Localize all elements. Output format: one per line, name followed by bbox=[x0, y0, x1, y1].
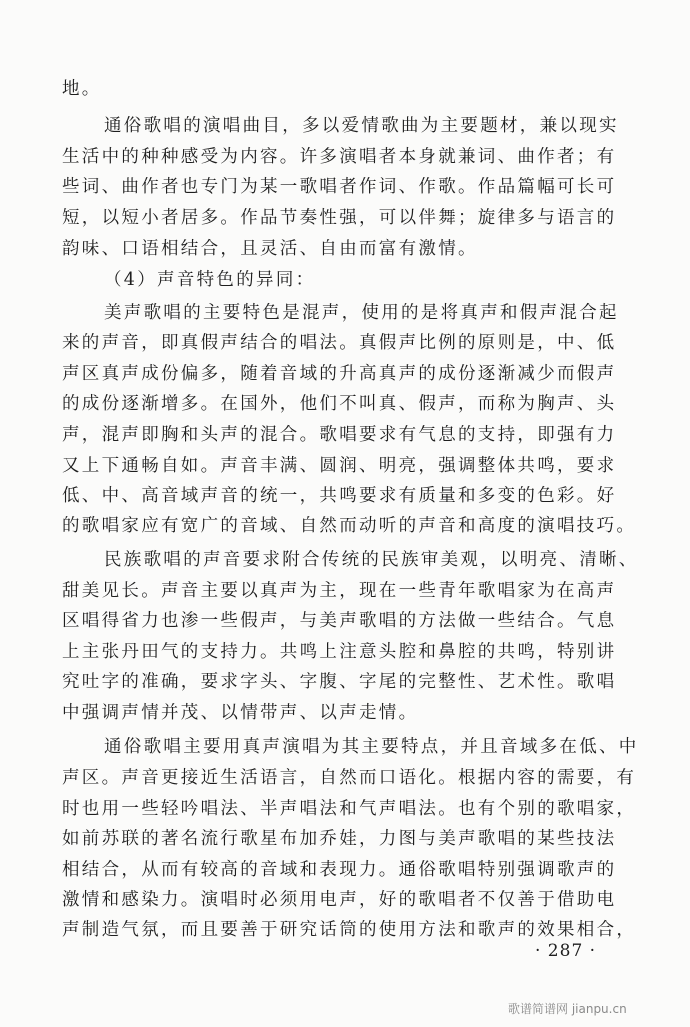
text-line bbox=[0, 171, 690, 203]
line-text: 又上下通畅自如。声音丰满、圆润、明亮，强调整体共鸣，要求 bbox=[62, 456, 617, 476]
text-line bbox=[0, 110, 690, 142]
watermark-text: 歌谱简谱网 jianpu.cn bbox=[508, 1002, 627, 1016]
line-text: 的歌唱家应有宽广的音域、自然而动听的声音和高度的演唱技巧。 bbox=[62, 516, 637, 536]
text-line bbox=[0, 73, 690, 105]
line-text: 声区真声成份偏多，随着音域的升高真声的成份逐渐减少而假声 bbox=[62, 364, 617, 384]
line-text: 中强调声情并茂、以情带声、以声走情。 bbox=[62, 703, 419, 723]
line-text: 些词、曲作者也专门为某一歌唱者作词、作歌。作品篇幅可长可 bbox=[62, 177, 617, 197]
text-line bbox=[0, 233, 690, 265]
line-text: 生活中的种种感受为内容。许多演唱者本身就兼词、曲作者；有 bbox=[62, 147, 617, 167]
text-line bbox=[0, 666, 690, 698]
line-text: 声，混声即胸和头声的混合。歌唱要求有气息的支持，即强有力 bbox=[62, 425, 617, 445]
text-line bbox=[0, 480, 690, 512]
line-text: 上主张丹田气的支持力。共鸣上注意头腔和鼻腔的共鸣，特别讲 bbox=[62, 642, 617, 662]
line-text: 声制造气氛，而且要善于研究话筒的使用方法和歌声的效果相合， bbox=[62, 920, 637, 940]
line-text: 时也用一些轻吟唱法、半声唱法和气声唱法。也有个别的歌唱家， bbox=[62, 799, 637, 819]
line-text: 声区。声音更接近生活语言，自然而口语化。根据内容的需要，有 bbox=[62, 768, 637, 788]
text-line bbox=[0, 575, 690, 607]
line-text: 韵味、口语相结合，且灵活、自由而富有激情。 bbox=[62, 239, 478, 259]
line-text: 来的声音，即真假声结合的唱法。真假声比例的原则是，中、低 bbox=[62, 333, 617, 353]
text-line bbox=[0, 327, 690, 359]
text-line bbox=[0, 823, 690, 855]
line-text: 区唱得省力也渗一些假声，与美声歌唱的方法做一些结合。气息 bbox=[62, 611, 617, 631]
line-text: 甜美见长。声音主要以真声为主，现在一些青年歌唱家为在高声 bbox=[62, 581, 617, 601]
line-text: 通俗歌唱主要用真声演唱为其主要特点，并且音域多在低、中 bbox=[104, 737, 639, 757]
line-text: 通俗歌唱的演唱曲目，多以爱情歌曲为主要题材，兼以现实 bbox=[104, 116, 619, 136]
line-text: 激情和感染力。演唱时必须用电声，好的歌唱者不仅善于借助电 bbox=[62, 890, 617, 910]
line-text: 如前苏联的著名流行歌星布加乔娃，力图与美声歌唱的某些技法 bbox=[62, 829, 617, 849]
text-line bbox=[0, 510, 690, 542]
text-line bbox=[0, 264, 690, 296]
text-line bbox=[0, 636, 690, 668]
line-text: 低、中、高音域声音的统一，共鸣要求有质量和多变的色彩。好 bbox=[62, 486, 617, 506]
text-line bbox=[0, 884, 690, 916]
text-line bbox=[0, 358, 690, 390]
section-heading: （4）声音特色的异同： bbox=[104, 270, 316, 290]
text-line bbox=[0, 297, 690, 329]
line-text: 民族歌唱的声音要求附合传统的民族审美观，以明亮、清晰、 bbox=[104, 550, 639, 570]
text-line bbox=[0, 388, 690, 420]
text-line bbox=[0, 697, 690, 729]
line-text: 地。 bbox=[62, 79, 102, 99]
text-line bbox=[0, 605, 690, 637]
line-text: 的成份逐渐增多。在国外，他们不叫真、假声，而称为胸声、头 bbox=[62, 394, 617, 414]
line-text: 美声歌唱的主要特色是混声，使用的是将真声和假声混合起 bbox=[104, 303, 619, 323]
text-line bbox=[0, 450, 690, 482]
text-line bbox=[0, 762, 690, 794]
page-number: · 287 · bbox=[535, 941, 597, 961]
text-line bbox=[0, 202, 690, 234]
text-line bbox=[0, 793, 690, 825]
text-line bbox=[0, 731, 690, 763]
text-line bbox=[0, 419, 690, 451]
line-text: 短，以短小者居多。作品节奏性强，可以伴舞；旋律多与语言的 bbox=[62, 208, 617, 228]
text-line bbox=[0, 141, 690, 173]
text-line bbox=[0, 544, 690, 576]
text-line bbox=[0, 854, 690, 886]
line-text: 究吐字的准确，要求字头、字腹、字尾的完整性、艺术性。歌唱 bbox=[62, 672, 617, 692]
line-text: 相结合，从而有较高的音域和表现力。通俗歌唱特别强调歌声的 bbox=[62, 860, 617, 880]
